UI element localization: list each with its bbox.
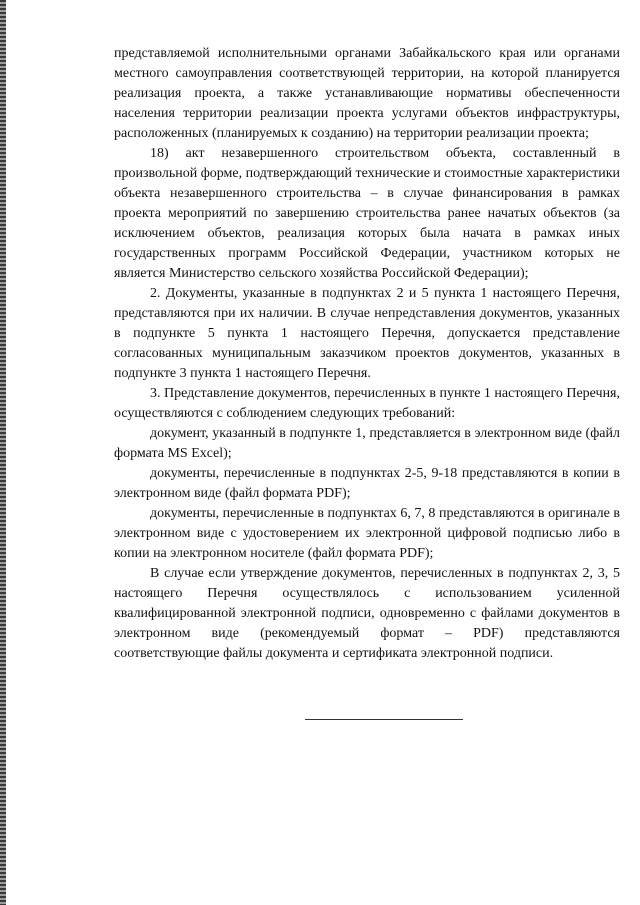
paragraph-requirement-1: документ, указанный в подпункте 1, представляется в электронном виде (файл формата MS Excel); [114, 426, 620, 461]
end-divider [305, 719, 463, 720]
document-body [114, 44, 620, 664]
paragraph-item-18: 18) акт незавершенного строительством объекта, составленный в произвольной форме, подтверждающий технические и стоимостные характеристики объекта незавершенного строительства – в случае финансирования в рамках проекта мероприятий по завершению строительства ранее начатых объектов (за исключением объектов, реализация которых была начата в рамках иных государственных программ Российской Федерации, участником которых не является Министерство сельского хозяйства Российской Федерации); [114, 146, 620, 281]
paragraph-requirement-3: документы, перечисленные в подпунктах 6, 7, 8 представляются в оригинале в электронном виде с удостоверением их электронной цифровой подписью либо в копии на электронном носителе (файл формата PDF); [114, 506, 620, 561]
paragraph-requirement-2: документы, перечисленные в подпунктах 2-5, 9-18 представляются в копии в электронном виде (файл формата PDF); [114, 466, 620, 501]
paragraph-signature-note: В случае если утверждение документов, перечисленных в подпунктах 2, 3, 5 настоящего Перечня осуществлялось с использованием усиленной квалифицированной электронной подписи, одновременно с файлами документов в электронном виде (рекомендуемый формат – PDF) представляются соответствующие файлы документа и сертификата электронной подписи. [114, 566, 620, 661]
paragraph-continuation: представляемой исполнительными органами Забайкальского края или органами местного самоуправления соответствующей территории, на которой планируется реализация проекта, а также устанавливающие нормативы обеспеченности населения территории реализации проекта услугами объектов инфраструктуры, расположенных (планируемых к созданию) на территории реализации проекта; [114, 46, 620, 141]
paragraph-point-3: 3. Представление документов, перечисленных в пункте 1 настоящего Перечня, осуществляются с соблюдением следующих требований: [114, 386, 620, 421]
scan-edge [0, 0, 6, 905]
paragraph-point-2: 2. Документы, указанные в подпунктах 2 и 5 пункта 1 настоящего Перечня, представляются при их наличии. В случае непредставления документов, указанных в подпункте 5 пункта 1 настоящего Перечня, допускается представление согласованных муниципальным заказчиком проектов документов, указанных в подпункте 3 пункта 1 настоящего Перечня. [114, 286, 620, 381]
